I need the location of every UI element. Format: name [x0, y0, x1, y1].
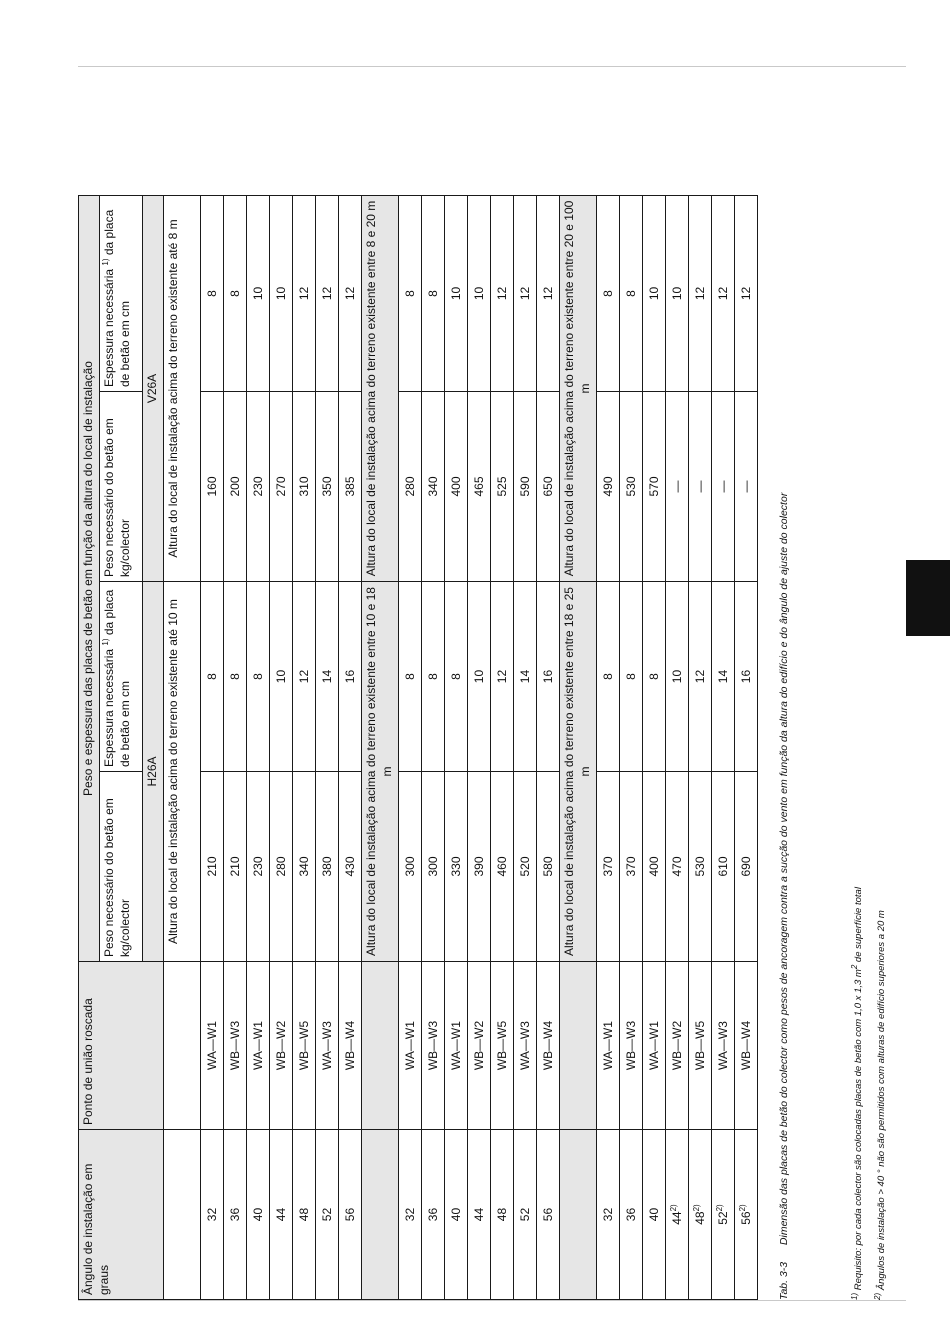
cell-point: WA—W1	[399, 962, 422, 1130]
cell-h26a-weight: 330	[445, 772, 468, 962]
cell-v26a-weight: 400	[445, 392, 468, 582]
header-h-weight: Peso necessário do betão em kg/colector	[100, 772, 143, 962]
section-height-v26a: Altura do local de instalação acima do terreno existente entre 8 e 20 m	[362, 195, 399, 581]
header-h-thickness: Espessura necessária $^{1)}$ da placa de betão em cm	[100, 582, 143, 772]
cell-point: WB—W2	[270, 962, 293, 1130]
cell-point: WB—W3	[224, 962, 247, 1130]
cell-angle: 48	[491, 1130, 514, 1300]
cell-angle: 52	[316, 1130, 339, 1300]
cell-h26a-weight: 460	[491, 772, 514, 962]
section-height-v26a: Altura do local de instalação acima do terreno existente até 8 m	[164, 195, 201, 581]
table-row	[643, 195, 666, 1299]
table-row	[712, 195, 735, 1299]
cell-v26a-weight: 310	[293, 392, 316, 582]
table-caption	[778, 200, 790, 1300]
cell-v26a-thickness: 8	[201, 195, 224, 391]
cell-angle: 40	[643, 1130, 666, 1300]
cell-v26a-thickness: 12	[537, 195, 560, 391]
cell-h26a-weight: 210	[201, 772, 224, 962]
table-row	[491, 195, 514, 1299]
cell-h26a-thickness: 14	[514, 582, 537, 772]
cell-angle: 48$^{2)}$	[689, 1130, 712, 1300]
cell-h26a-thickness: 8	[445, 582, 468, 772]
section-height-h26a: Altura do local de instalação acima do terreno existente entre 18 e 25 m	[560, 582, 597, 962]
table-row	[293, 195, 316, 1299]
cell-angle: 44	[270, 1130, 293, 1300]
cell-v26a-weight: 270	[270, 392, 293, 582]
cell-h26a-weight: 300	[399, 772, 422, 962]
cell-v26a-thickness: 12	[514, 195, 537, 391]
table-row	[735, 195, 758, 1299]
cell-point: WA—W3	[316, 962, 339, 1130]
table-row	[445, 195, 468, 1299]
table-row	[620, 195, 643, 1299]
cell-h26a-weight: 400	[643, 772, 666, 962]
cell-h26a-weight: 370	[620, 772, 643, 962]
table-row	[422, 195, 445, 1299]
cell-v26a-thickness: 8	[597, 195, 620, 391]
section-height-v26a: Altura do local de instalação acima do terreno existente entre 20 e 100 m	[560, 195, 597, 581]
table-row	[514, 195, 537, 1299]
cell-h26a-thickness: 8	[201, 582, 224, 772]
table-row	[468, 195, 491, 1299]
table-row	[247, 195, 270, 1299]
cell-h26a-weight: 370	[597, 772, 620, 962]
cell-v26a-thickness: 12	[316, 195, 339, 391]
cell-point: WA—W1	[201, 962, 224, 1130]
section-blank-cell	[362, 962, 399, 1130]
header-angle: Ângulo de instalação em graus	[79, 1130, 164, 1300]
cell-h26a-weight: 470	[666, 772, 689, 962]
cell-angle: 56	[339, 1130, 362, 1300]
cell-h26a-weight: 300	[422, 772, 445, 962]
header-model-h26a: H26A	[143, 582, 164, 962]
cell-v26a-thickness: 12	[491, 195, 514, 391]
cell-h26a-thickness: 8	[399, 582, 422, 772]
cell-angle: 32	[597, 1130, 620, 1300]
table-row	[537, 195, 560, 1299]
cell-h26a-thickness: 12	[689, 582, 712, 772]
cell-v26a-thickness: 10	[247, 195, 270, 391]
cell-angle: 48	[293, 1130, 316, 1300]
footnote-1: $^{1)}$ Requisito: por cada colector são colocadas placas de betão com 1,0 x 1,3 $m^2$ de superfície total	[849, 887, 864, 1300]
cell-v26a-thickness: 12	[293, 195, 316, 391]
cell-h26a-weight: 340	[293, 772, 316, 962]
section-height-h26a: Altura do local de instalação acima do terreno existente entre 10 e 18 m	[362, 582, 399, 962]
cell-v26a-thickness: 10	[468, 195, 491, 391]
cell-h26a-thickness: 10	[270, 582, 293, 772]
table-row	[399, 195, 422, 1299]
cell-h26a-thickness: 8	[620, 582, 643, 772]
cell-point: WB—W4	[339, 962, 362, 1130]
table-row	[339, 195, 362, 1299]
cell-angle: 40	[247, 1130, 270, 1300]
cell-h26a-weight: 280	[270, 772, 293, 962]
cell-h26a-thickness: 16	[537, 582, 560, 772]
cell-angle: 32	[399, 1130, 422, 1300]
cell-v26a-weight: 465	[468, 392, 491, 582]
table-body	[164, 195, 758, 1299]
section-header-row	[560, 195, 597, 1299]
cell-v26a-thickness: 10	[445, 195, 468, 391]
cell-h26a-weight: 380	[316, 772, 339, 962]
cell-point: WA—W3	[514, 962, 537, 1130]
cell-point: WB—W4	[537, 962, 560, 1130]
table-row	[224, 195, 247, 1299]
cell-h26a-thickness: 10	[666, 582, 689, 772]
cell-point: WA—W3	[712, 962, 735, 1130]
cell-v26a-thickness: 12	[689, 195, 712, 391]
cell-v26a-thickness: 12	[735, 195, 758, 391]
cell-h26a-thickness: 8	[224, 582, 247, 772]
cell-v26a-weight: 340	[422, 392, 445, 582]
cell-angle: 52$^{2)}$	[712, 1130, 735, 1300]
cell-v26a-thickness: 12	[712, 195, 735, 391]
cell-h26a-weight: 390	[468, 772, 491, 962]
table-row	[597, 195, 620, 1299]
cell-v26a-weight: 280	[399, 392, 422, 582]
cell-v26a-weight: 490	[597, 392, 620, 582]
cell-h26a-weight: 580	[537, 772, 560, 962]
header-v-weight: Peso necessário do betão em kg/colector	[100, 392, 143, 582]
cell-v26a-weight: 525	[491, 392, 514, 582]
cell-h26a-thickness: 12	[491, 582, 514, 772]
cell-v26a-thickness: 10	[643, 195, 666, 391]
cell-h26a-thickness: 14	[712, 582, 735, 772]
header-main: Peso e espessura das placas de betão em função da altura do local de instalação	[79, 195, 100, 961]
cell-point: WB—W5	[689, 962, 712, 1130]
cell-angle: 56$^{2)}$	[735, 1130, 758, 1300]
cell-h26a-thickness: 8	[247, 582, 270, 772]
cell-v26a-thickness: 10	[666, 195, 689, 391]
cell-v26a-weight: 530	[620, 392, 643, 582]
caption-text: Dimensão das placas de betão do colector como pesos de ancoragem contra a sucção do vento em função da altura do edifício e do ângulo de ajuste do colector	[778, 492, 790, 1246]
cell-point: WB—W2	[468, 962, 491, 1130]
section-blank-cell	[560, 962, 597, 1130]
table-row	[666, 195, 689, 1299]
cell-point: WA—W1	[445, 962, 468, 1130]
header-v-thickness: Espessura necessária $^{1)}$ da placa de betão em cm	[100, 195, 143, 391]
cell-angle: 40	[445, 1130, 468, 1300]
cell-point: WB—W3	[620, 962, 643, 1130]
cell-v26a-weight: 650	[537, 392, 560, 582]
section-blank-cell	[362, 1130, 399, 1300]
table-row	[689, 195, 712, 1299]
section-height-h26a: Altura do local de instalação acima do terreno existente até 10 m	[164, 582, 201, 962]
section-blank-cell	[560, 1130, 597, 1300]
cell-angle: 36	[620, 1130, 643, 1300]
cell-point: WA—W1	[247, 962, 270, 1130]
cell-angle: 52	[514, 1130, 537, 1300]
cell-h26a-thickness: 8	[422, 582, 445, 772]
cell-h26a-weight: 530	[689, 772, 712, 962]
cell-h26a-weight: 610	[712, 772, 735, 962]
cell-point: WA—W1	[597, 962, 620, 1130]
cell-angle: 44$^{2)}$	[666, 1130, 689, 1300]
cell-v26a-weight: 350	[316, 392, 339, 582]
header-model-v26a: V26A	[143, 195, 164, 581]
section-header-row	[362, 195, 399, 1299]
cell-point: WB—W3	[422, 962, 445, 1130]
cell-v26a-thickness: 8	[224, 195, 247, 391]
cell-v26a-weight: 385	[339, 392, 362, 582]
cell-v26a-thickness: 8	[422, 195, 445, 391]
chapter-tab-marker	[906, 560, 950, 636]
header-rule	[78, 66, 906, 67]
section-blank-cell	[164, 1130, 201, 1300]
cell-point: WA—W1	[643, 962, 666, 1130]
cell-v26a-weight: —	[689, 392, 712, 582]
cell-h26a-thickness: 12	[293, 582, 316, 772]
cell-h26a-thickness: 16	[339, 582, 362, 772]
footnote-2: $^{2)}$ Ângulos de instalação > 40 ° não são permitidos com alturas de edifício superiores a 20 m	[872, 910, 887, 1300]
cell-angle: 56	[537, 1130, 560, 1300]
cell-angle: 32	[201, 1130, 224, 1300]
cell-v26a-weight: —	[735, 392, 758, 582]
cell-v26a-thickness: 10	[270, 195, 293, 391]
section-blank-cell	[164, 962, 201, 1130]
cell-v26a-weight: 230	[247, 392, 270, 582]
cell-h26a-weight: 230	[247, 772, 270, 962]
cell-angle: 44	[468, 1130, 491, 1300]
header-point: Ponto de união roscada	[79, 962, 164, 1130]
cell-v26a-weight: 200	[224, 392, 247, 582]
cell-h26a-weight: 210	[224, 772, 247, 962]
cell-v26a-weight: 570	[643, 392, 666, 582]
cell-angle: 36	[224, 1130, 247, 1300]
table-row	[201, 195, 224, 1299]
cell-point: WB—W4	[735, 962, 758, 1130]
cell-h26a-weight: 690	[735, 772, 758, 962]
cell-h26a-thickness: 8	[597, 582, 620, 772]
table-row	[316, 195, 339, 1299]
cell-h26a-weight: 430	[339, 772, 362, 962]
concrete-slab-table	[78, 195, 758, 1300]
cell-v26a-thickness: 8	[620, 195, 643, 391]
cell-v26a-weight: —	[666, 392, 689, 582]
cell-h26a-thickness: 10	[468, 582, 491, 772]
caption-label: Tab. 3-3	[778, 1261, 790, 1300]
cell-point: WB—W5	[491, 962, 514, 1130]
cell-point: WB—W2	[666, 962, 689, 1130]
footer-rule	[78, 1300, 906, 1301]
cell-h26a-thickness: 16	[735, 582, 758, 772]
cell-h26a-thickness: 8	[643, 582, 666, 772]
cell-h26a-thickness: 14	[316, 582, 339, 772]
cell-v26a-thickness: 12	[339, 195, 362, 391]
table-row	[270, 195, 293, 1299]
cell-angle: 36	[422, 1130, 445, 1300]
cell-v26a-weight: 590	[514, 392, 537, 582]
section-header-row	[164, 195, 201, 1299]
cell-h26a-weight: 520	[514, 772, 537, 962]
cell-v26a-weight: —	[712, 392, 735, 582]
cell-point: WB—W5	[293, 962, 316, 1130]
cell-v26a-thickness: 8	[399, 195, 422, 391]
cell-v26a-weight: 160	[201, 392, 224, 582]
